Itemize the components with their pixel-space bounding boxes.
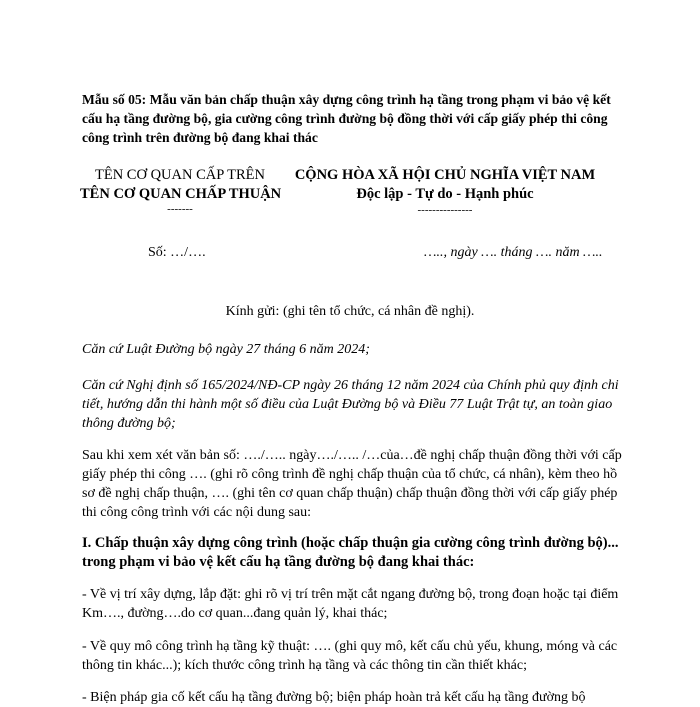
national-motto: Độc lập - Tự do - Hạnh phúc xyxy=(356,186,534,202)
legal-basis-1: Căn cứ Luật Đường bộ ngày 27 tháng 6 năm 2024; xyxy=(82,342,370,357)
national-header xyxy=(280,166,610,216)
intro-paragraph: Sau khi xem xét văn bản số: …./….. ngày…./….. /…của…đề nghị chấp thuận đồng thời với cấp giấy phép thi công …. (ghi rõ công trình đề nghị chấp thuận của tổ chức, cá nhân), kèm theo hồ sơ đề nghị chấp thuận, …. (ghi tên cơ quan chấp thuận) chấp thuận đồng thời với cấp giấy phép thi công công trình với các nội dung sau: xyxy=(82,448,622,520)
list-item: - Về vị trí xây dựng, lắp đặt: ghi rõ vị trí trên mặt cắt ngang đường bộ, trong đoạn hoặc tại điểm Km…., đường….do cơ quan...đang quản lý, khai thác; xyxy=(82,587,619,621)
document-number: Số: …/…. xyxy=(148,245,206,260)
approving-agency-name: TÊN CƠ QUAN CHẤP THUẬN xyxy=(80,186,282,202)
legal-basis-2: Căn cứ Nghị định số 165/2024/NĐ-CP ngày 26 tháng 12 năm 2024 của Chính phủ quy định chi tiết, hướng dẫn thi hành một số điều của Luật Đường bộ và Điều 77 Luật Trật tự, an toàn giao thông đường bộ; xyxy=(82,378,619,431)
form-title: Mẫu số 05: Mẫu văn bản chấp thuận xây dựng công trình hạ tầng trong phạm vi bảo vệ kết cấu hạ tầng đường bộ, gia cường công trình đường bộ đồng thời với cấp giấy phép thi công công trình trên đường bộ đang khai thác xyxy=(82,92,611,145)
document-date: ….., ngày …. tháng …. năm ….. xyxy=(424,245,603,260)
section-1-heading: I. Chấp thuận xây dựng công trình (hoặc chấp thuận gia cường công trình đường bộ)... trong phạm vi bảo vệ kết cấu hạ tầng đường bộ đang khai thác: xyxy=(82,535,619,570)
national-name: CỘNG HÒA XÃ HỘI CHỦ NGHĨA VIỆT NAM xyxy=(294,167,596,183)
national-divider: --------------- xyxy=(417,204,473,216)
parent-agency-name: TÊN CƠ QUAN CẤP TRÊN xyxy=(95,167,265,183)
salutation: Kính gửi: (ghi tên tổ chức, cá nhân đề nghị). xyxy=(225,304,475,319)
agency-divider: ------- xyxy=(167,203,193,215)
agency-header xyxy=(80,166,280,214)
list-item: - Biện pháp gia cố kết cấu hạ tầng đường bộ; biện pháp hoàn trả kết cấu hạ tầng đường bộ xyxy=(82,690,586,705)
list-item: - Về quy mô công trình hạ tầng kỹ thuật: …. (ghi quy mô, kết cấu chủ yếu, khung, móng và các thông tin khác...); kích thước công trình hạ tầng và các thông tin cần thiết khác; xyxy=(82,639,618,673)
